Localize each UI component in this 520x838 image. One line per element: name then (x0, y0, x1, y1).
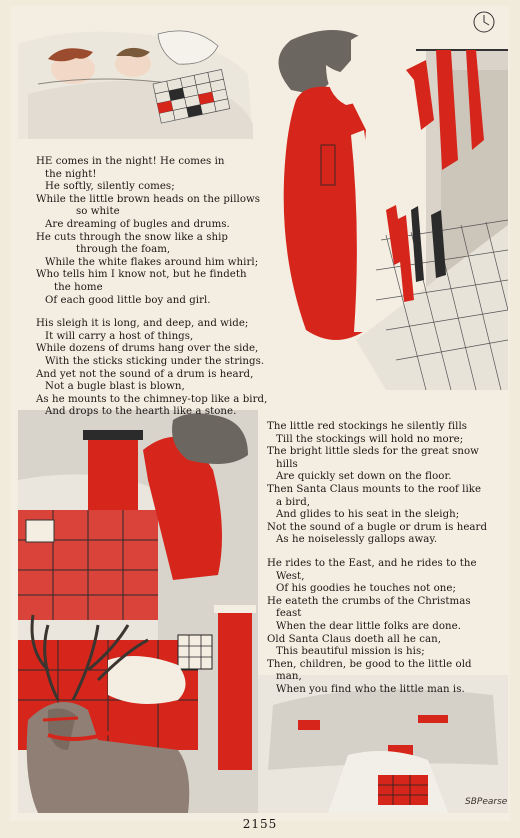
page-number: 2155 (242, 817, 278, 831)
poem-line: Then, children, be good to the little old (267, 658, 472, 670)
stanza-2 (36, 318, 267, 419)
poem-line: And yet not the sound of a drum is heard, (36, 368, 254, 380)
stanza-1 (36, 156, 267, 307)
poem-line: As he noiselessly gallops away. (276, 534, 438, 546)
poem-line: It will carry a host of things, (45, 330, 194, 342)
poem-line: And drops to the hearth like a stone. (45, 406, 237, 418)
poem-line: While the little brown heads on the pillows (36, 193, 261, 205)
poem-line: man, (276, 671, 302, 683)
poem-line: As he mounts to the chimney-top like a bird, (36, 393, 268, 405)
santa-fireplace-illustration (236, 10, 508, 405)
poem-line: He softly, silently comes; (45, 181, 175, 193)
poem-column-right (267, 421, 487, 707)
stanza-3 (267, 421, 487, 547)
poem-line: the home (54, 281, 103, 293)
poem-line: His sleigh it is long, and deep, and wide; (36, 318, 249, 330)
stanza-4 (267, 558, 487, 697)
artist-signature: SBPearse (465, 797, 508, 807)
poem-line: While dozens of drums hang over the side, (36, 343, 259, 355)
poem-line: hills (276, 458, 298, 470)
poem-line: Who tells him I know not, but he findeth (36, 269, 247, 281)
poem-line: HE comes in the night! He comes in (36, 156, 225, 167)
poem-line: The little red stockings he silently fills (267, 421, 468, 432)
poem-line: Are quickly set down on the floor. (276, 471, 452, 483)
poem-line: a bird, (276, 496, 311, 508)
poem-line: He eateth the crumbs of the Christmas (267, 595, 471, 607)
poem-column-left (36, 156, 267, 430)
poem-line: Till the stockings will hold no more; (276, 433, 464, 445)
poem-line: Are dreaming of bugles and drums. (45, 218, 230, 230)
poem-line: With the sticks sticking under the strings. (45, 355, 265, 367)
poem-line: West, (276, 570, 305, 582)
sleeping-children-illustration (18, 14, 253, 139)
poem-line: Of each good little boy and girl. (45, 294, 211, 306)
reindeer-rooftop-illustration (18, 410, 258, 813)
poem-line: feast (276, 608, 302, 620)
poem-line: While the white flakes around him whirl; (45, 256, 259, 268)
poem-line: Old Santa Claus doeth all he can, (267, 633, 442, 645)
poem-line: This beautiful mission is his; (276, 646, 425, 658)
poem-line: And glides to his seat in the sleigh; (276, 509, 460, 521)
poem-line: Not the sound of a bugle or drum is heard (267, 521, 488, 533)
poem-line: When you find who the little man is. (276, 683, 465, 695)
poem-line: the night! (45, 168, 97, 180)
poem-line: Then Santa Claus mounts to the roof like (267, 483, 482, 495)
poem-line: so white (76, 206, 120, 218)
poem-line: Not a bugle blast is blown, (45, 381, 185, 393)
poem-line: through the foam, (76, 244, 171, 256)
poem-line: Of his goodies he touches not one; (276, 583, 456, 595)
poem-line: He cuts through the snow like a ship (36, 231, 228, 243)
poem-line: When the dear little folks are done. (276, 620, 462, 632)
poem-line: The bright little sleds for the great snow (267, 446, 479, 458)
poem-line: He rides to the East, and he rides to the (267, 557, 477, 569)
